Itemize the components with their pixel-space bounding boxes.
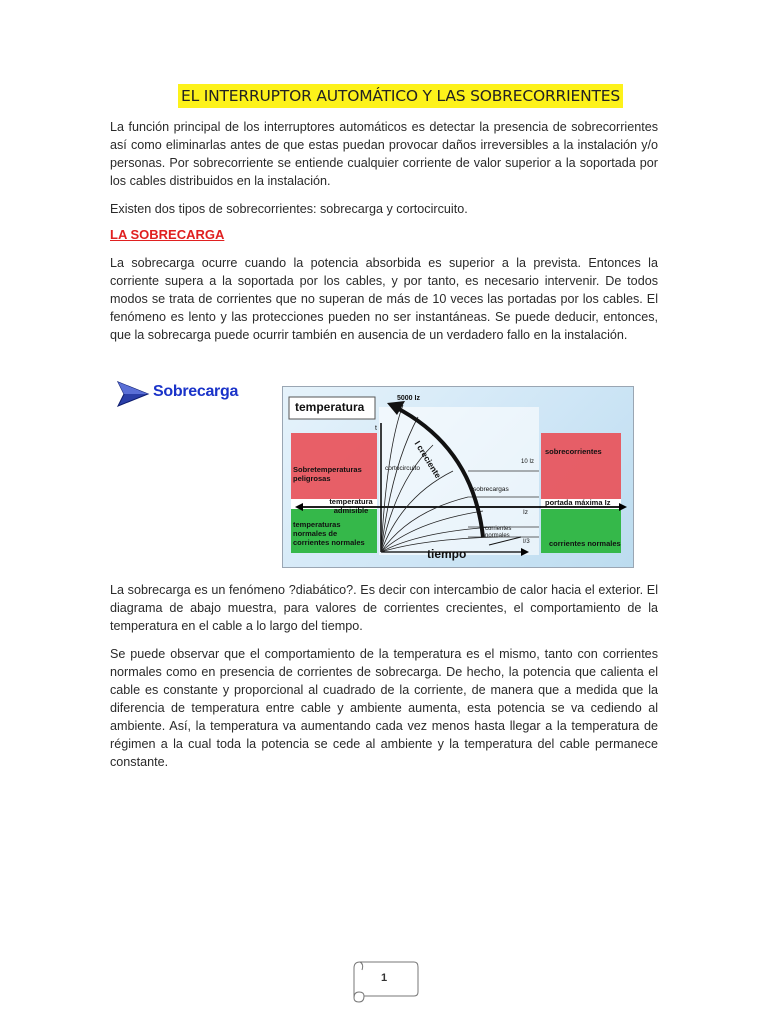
danger-label: Sobretemperaturas peligrosas: [293, 465, 362, 483]
curve-top-label: 5000 Iz: [397, 395, 420, 402]
behavior-paragraph: Se puede observar que el comportamiento de la temperatura es el mismo, tanto con corrientes normales como en presencia de corrientes de sobrecarga. De hecho, la potencia que calienta el cable es constante y proporcional al cuadrado de la corriente, de manera que a medida que la diferencia de temperatura entre cable y ambiente aumenta, esta potencia se va cediendo al ambiente. Así, la temperatura va aumentando cada vez menos hasta llegar a la temperatura de régimen a la cual toda la potencia se cede al ambiente y la temperatura del cable permanece constante.: [110, 647, 658, 769]
figure-label: [116, 378, 256, 408]
figure-label-text: Sobrecarga: [153, 383, 239, 400]
shortcircuit-label: cortocircuito: [385, 465, 421, 472]
page-title: EL INTERRUPTOR AUTOMÁTICO Y LAS SOBRECORRIENTES: [178, 84, 623, 108]
value-1-label: 10 Iz: [521, 459, 535, 465]
overload-paragraph: La sobrecarga ocurre cuando la potencia absorbida es superior a la prevista. Entonces la corriente supera a la soportada por los cables, y por tanto, es necesario intervenir. De todos modos se trata de corrientes que no superan de más de 10 veces las portadas por los cables. El fenómeno es lento y las protecciones pueden no ser instantáneas. Se puede deducir, entonces, que la sobrecarga puede ocurrir también en ausencia de un verdadero fallo en la instalación.: [110, 256, 658, 342]
value-2-label: I/3: [523, 539, 530, 545]
x-axis-label: tiempo: [427, 547, 467, 561]
normal-currents-right-label: corrientes normales: [549, 539, 621, 548]
curve-arrow-label: I creciente: [412, 439, 444, 480]
page-number: [348, 958, 420, 1004]
iz-label: Iz: [523, 509, 529, 516]
adiabatic-paragraph: La sobrecarga es un fenómeno ?diabático?. Es decir con intercambio de calor hacia el exterior. El diagrama de abajo muestra, para valores de corrientes crecientes, el comportamiento de la temperatura en el cable a lo largo del tiempo.: [110, 583, 658, 633]
arrow-icon: [116, 380, 150, 408]
overcurrents-label: sobrecorrientes: [545, 447, 602, 456]
capacity-label: portada máxima Iz: [545, 498, 611, 507]
section-heading: LA SOBRECARGA: [110, 227, 225, 242]
normal-temp-label: temperaturas normales de corrientes normales: [293, 520, 365, 547]
admissible-label: temperatura admisible: [329, 497, 373, 515]
overload-diagram: [282, 386, 634, 568]
overloads-label: sobrecargas: [473, 486, 509, 493]
types-paragraph: Existen dos tipos de sobrecorrientes: sobrecarga y cortocircuito.: [110, 202, 468, 216]
page-number-text: 1: [380, 972, 388, 984]
normal-currents-label: corrientes normales: [485, 526, 512, 539]
diagram-title: temperatura: [295, 400, 365, 414]
intro-paragraph: La función principal de los interruptores automáticos es detectar la presencia de sobrecorrientes así como eliminarlas antes de que estas puedan provocar daños irreversibles a la instalación y/o personas. Por sobrecorriente se entiende cualquier corriente de valor superior a la soportada por los cables distribuidos en la instalación.: [110, 120, 658, 188]
y-axis-label: t: [375, 425, 377, 432]
